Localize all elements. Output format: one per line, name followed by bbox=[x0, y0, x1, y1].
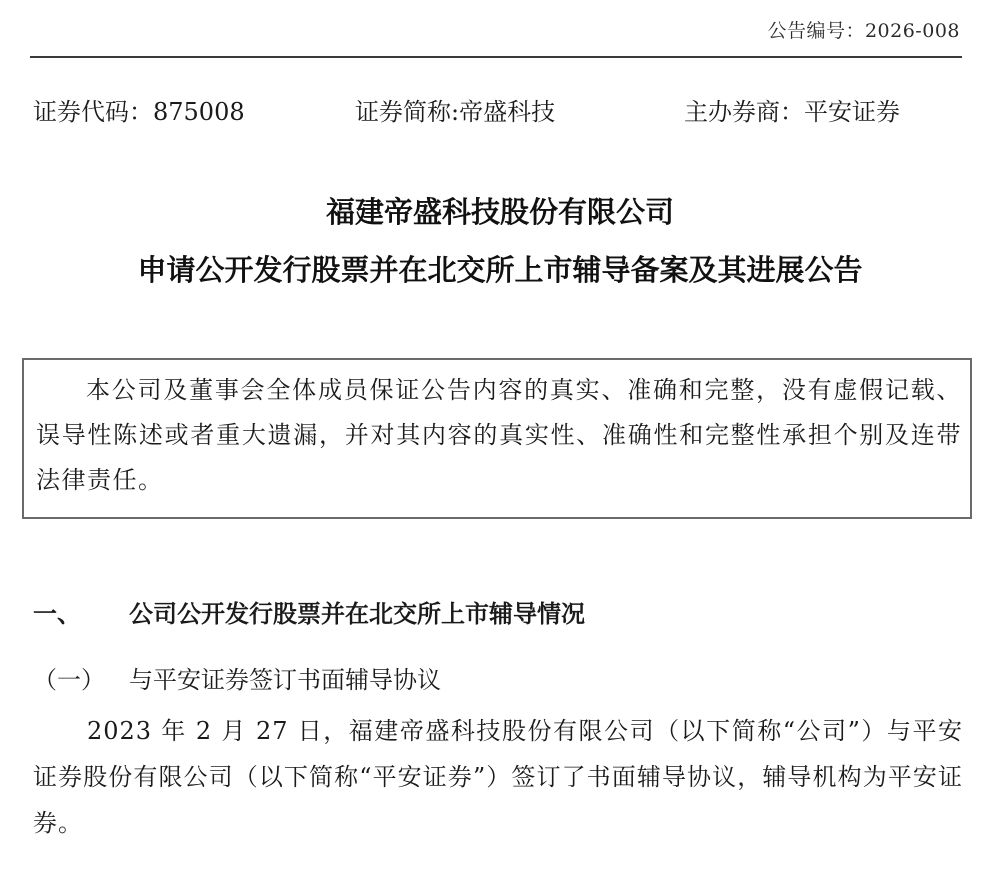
declaration-box bbox=[22, 358, 972, 519]
declaration-text: 本公司及董事会全体成员保证公告内容的真实、准确和完整，没有虚假记载、误导性陈述或者重大遗漏，并对其内容的真实性、准确性和完整性承担个别及连带法律责任。 bbox=[36, 376, 962, 494]
announcement-number: 公告编号：2026-008 bbox=[767, 20, 960, 42]
company-title: 福建帝盛科技股份有限公司 bbox=[325, 195, 674, 229]
securities-info-row bbox=[0, 92, 1000, 126]
security-code: 证券代码：875008 bbox=[33, 98, 245, 126]
subsection-number: （一） bbox=[33, 666, 105, 694]
lead-broker: 主办券商：平安证券 bbox=[684, 98, 900, 126]
body-paragraph: 2023 年 2 月 27 日，福建帝盛科技股份有限公司（以下简称“公司”）与平安证券股份有限公司（以下简称“平安证券”）签订了书面辅导协议，辅导机构为平安证券。 bbox=[33, 717, 963, 837]
subsection-title: 与平安证券签订书面辅导协议 bbox=[129, 666, 441, 694]
announcement-title: 申请公开发行股票并在北交所上市辅导备案及其进展公告 bbox=[137, 253, 863, 287]
security-abbreviation: 证券简称:帝盛科技 bbox=[355, 98, 556, 126]
header-rule bbox=[30, 56, 962, 58]
section-title: 公司公开发行股票并在北交所上市辅导情况 bbox=[129, 600, 585, 628]
section-number: 一、 bbox=[33, 600, 81, 628]
